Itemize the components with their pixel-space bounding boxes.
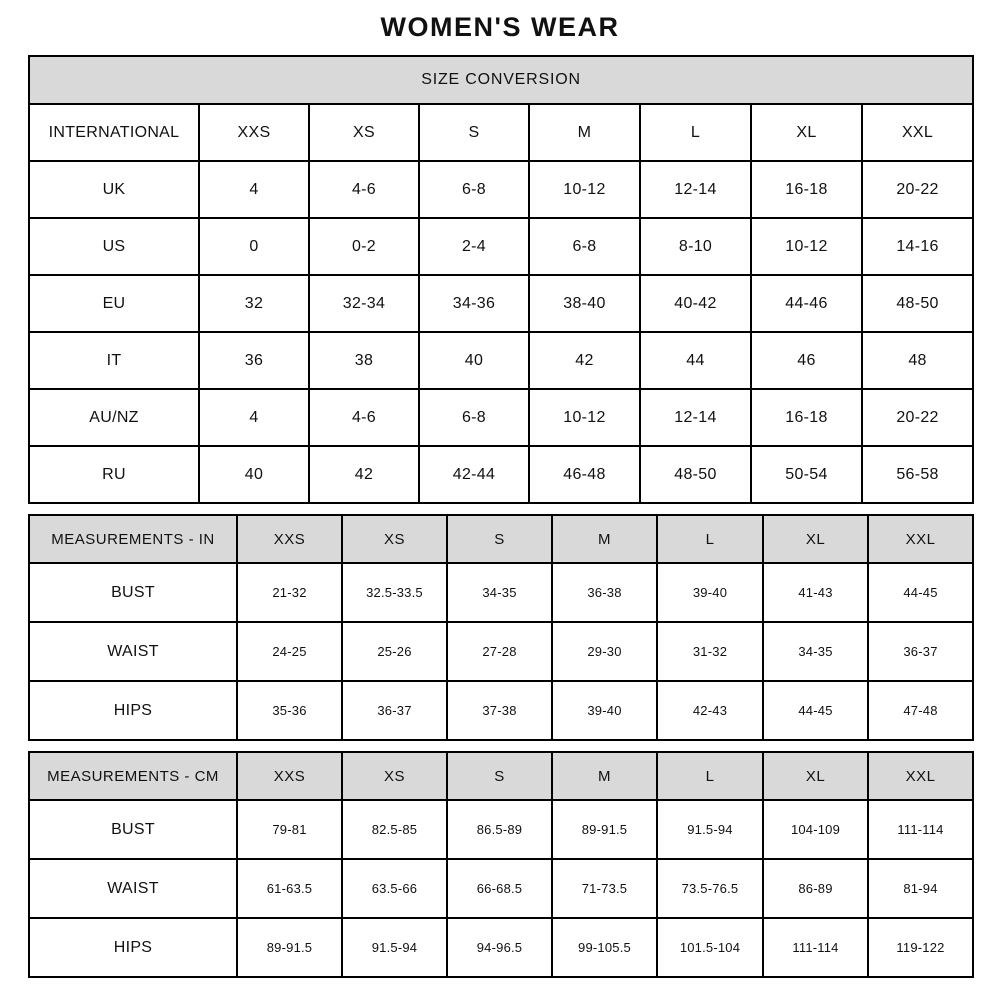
table-cell: 25-26: [342, 622, 447, 681]
column-header-l: L: [640, 104, 751, 161]
table-cell: 99-105.5: [552, 918, 657, 977]
table-cell: 36-38: [552, 563, 657, 622]
table-cell: 27-28: [447, 622, 552, 681]
table-row: [29, 56, 973, 104]
table-cell: 40: [199, 446, 309, 503]
table-row-hips: [29, 918, 973, 977]
column-header-l: L: [657, 515, 763, 563]
table-cell: 10-12: [751, 218, 862, 275]
table-cell: 36-37: [868, 622, 973, 681]
row-label: AU/NZ: [29, 389, 199, 446]
table-cell: 29-30: [552, 622, 657, 681]
table-row-it: [29, 332, 973, 389]
table-cell: 4-6: [309, 161, 419, 218]
column-header-xxs: XXS: [237, 752, 342, 800]
table-row-waist: [29, 622, 973, 681]
table-cell: 16-18: [751, 389, 862, 446]
table-cell: 48-50: [862, 275, 973, 332]
column-header-xl: XL: [751, 104, 862, 161]
table-cell: 37-38: [447, 681, 552, 740]
table-cell: 81-94: [868, 859, 973, 918]
table-cell: 46: [751, 332, 862, 389]
measurements-in-title: MEASUREMENTS - IN: [29, 515, 237, 563]
table-row-bust: [29, 800, 973, 859]
table-row-waist: [29, 859, 973, 918]
column-header-xl: XL: [763, 515, 868, 563]
table-row-hips: [29, 681, 973, 740]
table-cell: 41-43: [763, 563, 868, 622]
table-cell: 73.5-76.5: [657, 859, 763, 918]
table-cell: 38-40: [529, 275, 640, 332]
table-cell: 39-40: [657, 563, 763, 622]
table-cell: 82.5-85: [342, 800, 447, 859]
row-label: HIPS: [29, 681, 237, 740]
table-cell: 79-81: [237, 800, 342, 859]
column-header-xs: XS: [309, 104, 419, 161]
column-header-m: M: [529, 104, 640, 161]
measurements-cm-table: [28, 751, 974, 978]
table-cell: 34-35: [447, 563, 552, 622]
table-cell: 34-35: [763, 622, 868, 681]
table-cell: 42-44: [419, 446, 529, 503]
table-cell: 6-8: [419, 161, 529, 218]
table-header-row: [29, 752, 973, 800]
table-cell: 40-42: [640, 275, 751, 332]
table-cell: 46-48: [529, 446, 640, 503]
table-cell: 32.5-33.5: [342, 563, 447, 622]
table-cell: 32-34: [309, 275, 419, 332]
row-label: BUST: [29, 563, 237, 622]
table-cell: 21-32: [237, 563, 342, 622]
table-cell: 2-4: [419, 218, 529, 275]
row-label: WAIST: [29, 622, 237, 681]
table-cell: 44-45: [868, 563, 973, 622]
page-title: WOMEN'S WEAR: [380, 12, 620, 42]
row-label: US: [29, 218, 199, 275]
table-cell: 42: [309, 446, 419, 503]
table-cell: 44: [640, 332, 751, 389]
table-cell: 39-40: [552, 681, 657, 740]
row-label: EU: [29, 275, 199, 332]
table-cell: 86-89: [763, 859, 868, 918]
table-cell: 40: [419, 332, 529, 389]
table-cell: 48: [862, 332, 973, 389]
table-cell: 50-54: [751, 446, 862, 503]
table-row-uk: [29, 161, 973, 218]
column-header-xxs: XXS: [237, 515, 342, 563]
column-header-xxl: XXL: [868, 515, 973, 563]
table-cell: 86.5-89: [447, 800, 552, 859]
table-cell: 32: [199, 275, 309, 332]
table-cell: 91.5-94: [657, 800, 763, 859]
column-header-xxl: XXL: [862, 104, 973, 161]
table-cell: 44-45: [763, 681, 868, 740]
row-label: UK: [29, 161, 199, 218]
table-cell: 6-8: [529, 218, 640, 275]
row-label: RU: [29, 446, 199, 503]
table-cell: 61-63.5: [237, 859, 342, 918]
table-header-row: [29, 104, 973, 161]
table-cell: 4: [199, 389, 309, 446]
row-label: BUST: [29, 800, 237, 859]
column-header-s: S: [447, 752, 552, 800]
table-cell: 42-43: [657, 681, 763, 740]
table-cell: 48-50: [640, 446, 751, 503]
table-cell: 6-8: [419, 389, 529, 446]
column-header-m: M: [552, 515, 657, 563]
measurements-in-table: [28, 514, 974, 741]
table-cell: 104-109: [763, 800, 868, 859]
table-cell: 111-114: [868, 800, 973, 859]
table-row-ru: [29, 446, 973, 503]
table-cell: 56-58: [862, 446, 973, 503]
column-header-international: INTERNATIONAL: [29, 104, 199, 161]
table-cell: 36-37: [342, 681, 447, 740]
table-cell: 44-46: [751, 275, 862, 332]
column-header-xxl: XXL: [868, 752, 973, 800]
table-cell: 35-36: [237, 681, 342, 740]
table-cell: 14-16: [862, 218, 973, 275]
table-cell: 89-91.5: [552, 800, 657, 859]
column-header-xs: XS: [342, 752, 447, 800]
table-cell: 71-73.5: [552, 859, 657, 918]
table-cell: 63.5-66: [342, 859, 447, 918]
row-label: HIPS: [29, 918, 237, 977]
table-cell: 24-25: [237, 622, 342, 681]
table-cell: 0-2: [309, 218, 419, 275]
table-cell: 4: [199, 161, 309, 218]
table-cell: 38: [309, 332, 419, 389]
column-header-s: S: [447, 515, 552, 563]
table-cell: 101.5-104: [657, 918, 763, 977]
table-row-us: [29, 218, 973, 275]
table-cell: 20-22: [862, 389, 973, 446]
table-cell: 4-6: [309, 389, 419, 446]
column-header-xxs: XXS: [199, 104, 309, 161]
column-header-m: M: [552, 752, 657, 800]
table-cell: 10-12: [529, 161, 640, 218]
column-header-l: L: [657, 752, 763, 800]
table-cell: 10-12: [529, 389, 640, 446]
table-row-eu: [29, 275, 973, 332]
table-cell: 36: [199, 332, 309, 389]
row-label: WAIST: [29, 859, 237, 918]
column-header-xs: XS: [342, 515, 447, 563]
table-cell: 94-96.5: [447, 918, 552, 977]
table-cell: 47-48: [868, 681, 973, 740]
table-cell: 12-14: [640, 389, 751, 446]
table-cell: 91.5-94: [342, 918, 447, 977]
table-cell: 0: [199, 218, 309, 275]
table-cell: 8-10: [640, 218, 751, 275]
table-cell: 12-14: [640, 161, 751, 218]
column-header-xl: XL: [763, 752, 868, 800]
size-conversion-title: SIZE CONVERSION: [29, 56, 973, 104]
table-cell: 119-122: [868, 918, 973, 977]
table-row-aunz: [29, 389, 973, 446]
table-cell: 42: [529, 332, 640, 389]
table-cell: 31-32: [657, 622, 763, 681]
size-conversion-table: [28, 55, 974, 504]
table-header-row: [29, 515, 973, 563]
row-label: IT: [29, 332, 199, 389]
table-cell: 34-36: [419, 275, 529, 332]
table-cell: 89-91.5: [237, 918, 342, 977]
table-cell: 16-18: [751, 161, 862, 218]
measurements-cm-title: MEASUREMENTS - CM: [29, 752, 237, 800]
column-header-s: S: [419, 104, 529, 161]
table-cell: 66-68.5: [447, 859, 552, 918]
table-row-bust: [29, 563, 973, 622]
table-cell: 20-22: [862, 161, 973, 218]
table-cell: 111-114: [763, 918, 868, 977]
